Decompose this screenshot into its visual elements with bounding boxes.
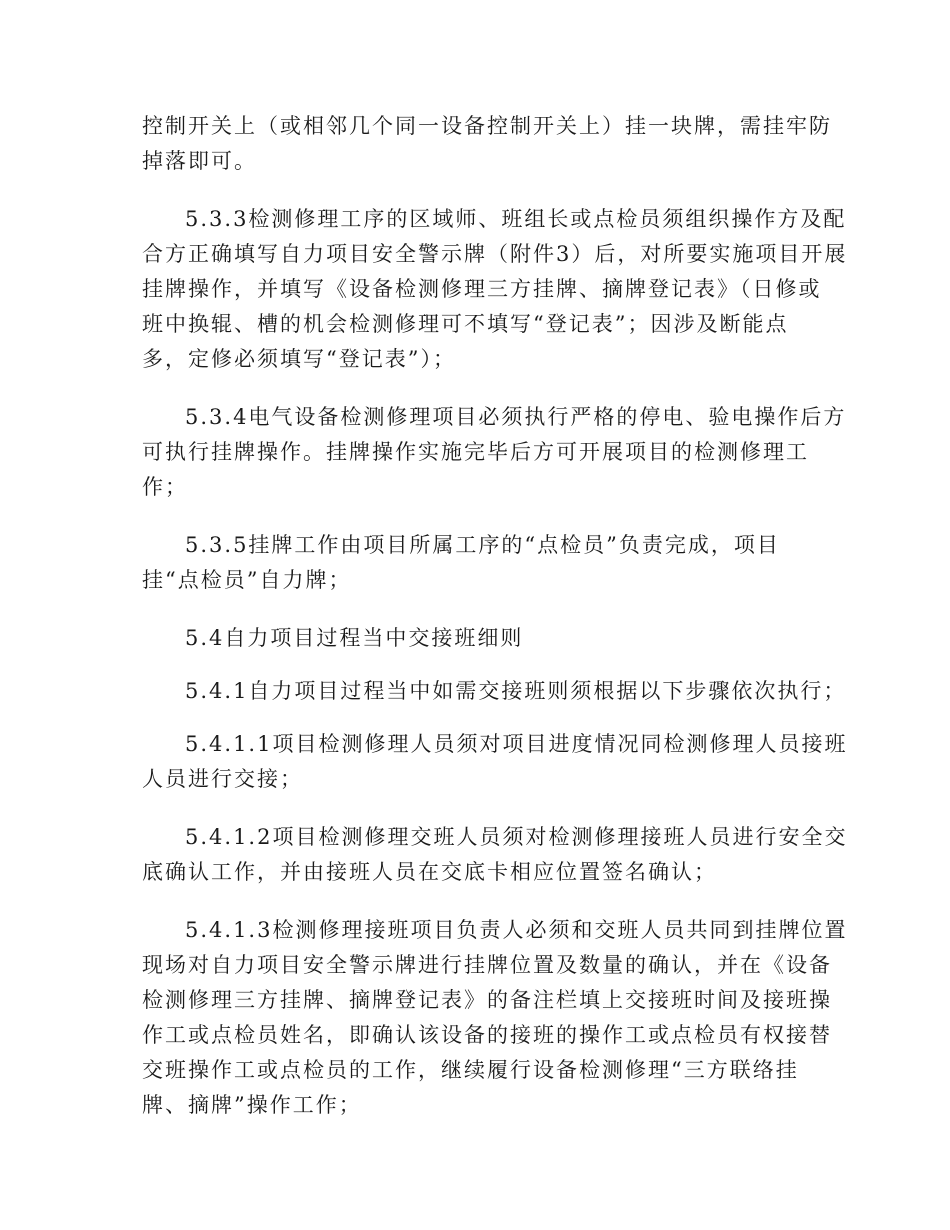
text-line: 可执行挂牌操作。挂牌操作实施完毕后方可开展项目的检测修理工	[142, 440, 809, 464]
text-line: 挂牌操作，并填写《设备检测修理三方挂牌、摘牌登记表》（日修或	[142, 277, 822, 301]
text-line: 牌、摘牌”操作工作；	[142, 1093, 362, 1117]
text-line: 掉落即可。	[142, 149, 257, 173]
text-line: 5.4.1.3检测修理接班项目负责人必须和交班人员共同到挂牌位置	[185, 918, 848, 942]
text-line: 5.4.1.2项目检测修理交班人员须对检测修理接班人员进行安全交	[185, 825, 848, 849]
text-line: 检测修理三方挂牌、摘牌登记表》的备注栏填上交接班时间及接班操	[142, 988, 832, 1012]
text-line: 交班操作工或点检员的工作，继续履行设备检测修理“三方联络挂	[142, 1058, 799, 1082]
text-line: 5.4.1自力项目过程当中如需交接班则须根据以下步骤依次执行；	[185, 679, 847, 703]
text-line: 挂“点检员”自力牌；	[142, 568, 352, 592]
text-line: 控制开关上（或相邻几个同一设备控制开关上）挂一块牌，需挂牢防	[142, 114, 832, 138]
text-line: 班中换辊、槽的机会检测修理可不填写“登记表”；因涉及断能点	[142, 312, 789, 336]
text-line: 作；	[142, 475, 188, 499]
text-line: 5.3.5挂牌工作由项目所属工序的“点检员”负责完成，项目	[185, 533, 780, 557]
text-line: 底确认工作，并由接班人员在交底卡相应位置签名确认；	[142, 860, 717, 884]
text-line: 多，定修必须填写“登记表”）；	[142, 347, 456, 371]
text-line: 合方正确填写自力项目安全警示牌（附件3）后，对所要实施项目开展	[142, 242, 848, 266]
section-heading: 5.4自力项目过程当中交接班细则	[185, 626, 524, 650]
text-line: 人员进行交接；	[142, 767, 303, 791]
text-line: 5.4.1.1项目检测修理人员须对项目进度情况同检测修理人员接班	[185, 732, 848, 756]
text-line: 现场对自力项目安全警示牌进行挂牌位置及数量的确认，并在《设备	[142, 953, 832, 977]
text-line: 5.3.4电气设备检测修理项目必须执行严格的停电、验电操作后方	[185, 405, 847, 429]
text-line: 5.3.3检测修理工序的区域师、班组长或点检员须组织操作方及配	[185, 207, 847, 231]
text-line: 作工或点检员姓名，即确认该设备的接班的操作工或点检员有权接替	[142, 1023, 832, 1047]
